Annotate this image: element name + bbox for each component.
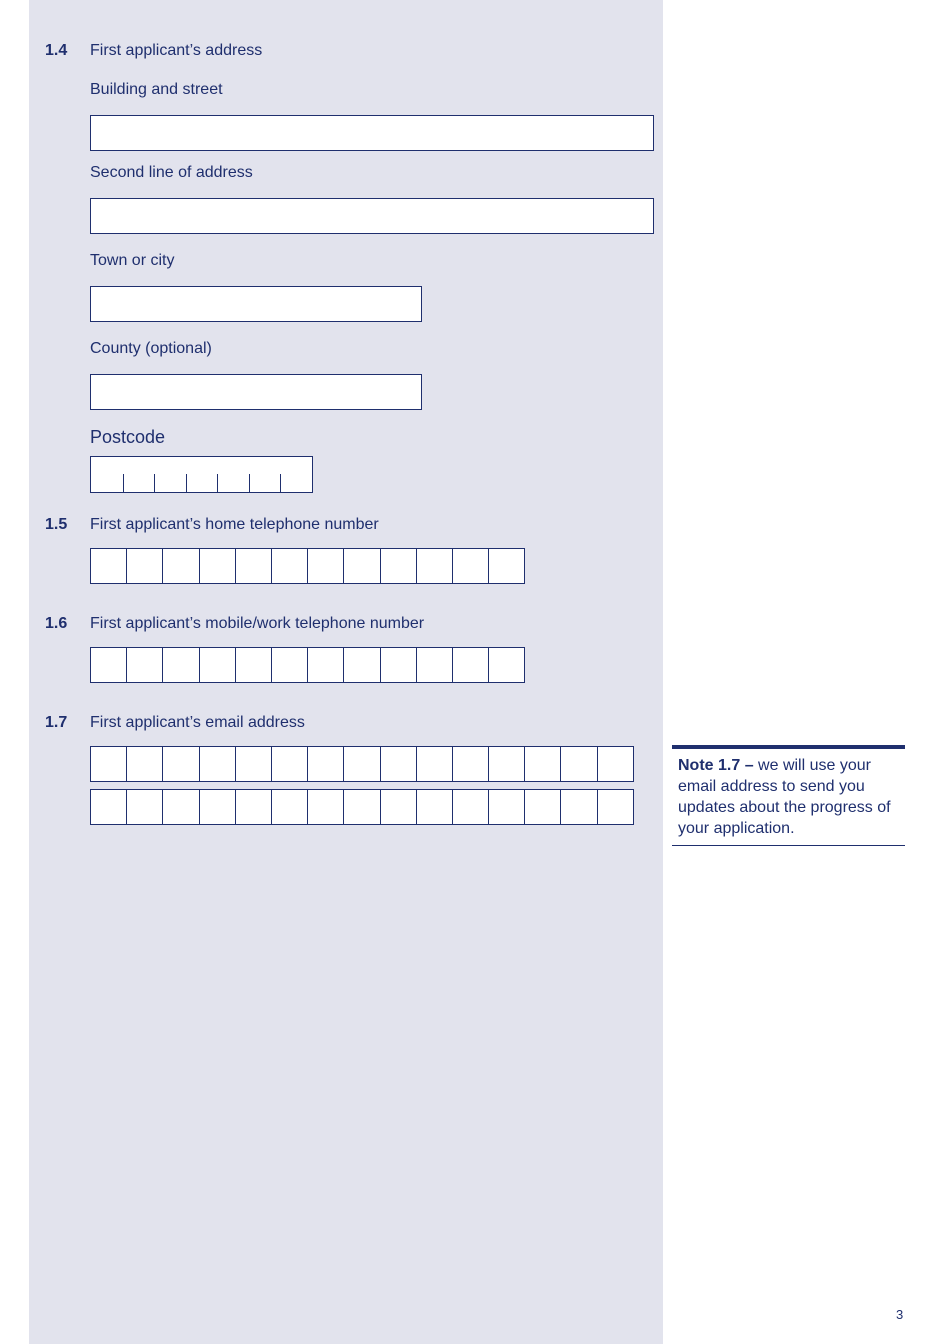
char-box[interactable] xyxy=(272,549,308,583)
char-box[interactable] xyxy=(417,747,453,781)
page-number: 3 xyxy=(896,1307,904,1322)
char-box[interactable] xyxy=(236,790,272,824)
char-box[interactable] xyxy=(91,549,127,583)
char-box[interactable] xyxy=(91,747,127,781)
char-box[interactable] xyxy=(489,747,525,781)
char-box[interactable] xyxy=(200,747,236,781)
town-city-label: Town or city xyxy=(90,252,175,269)
char-box[interactable] xyxy=(308,549,344,583)
postcode-char-box[interactable] xyxy=(217,457,249,492)
building-street-label: Building and street xyxy=(90,81,223,98)
char-box[interactable] xyxy=(163,790,199,824)
char-box[interactable] xyxy=(489,549,525,583)
question-title-1-7: First applicant’s email address xyxy=(90,714,305,731)
note-heading: Note 1.7 – xyxy=(678,757,754,774)
char-box[interactable] xyxy=(344,747,380,781)
char-box[interactable] xyxy=(381,549,417,583)
question-number-1-5: 1.5 xyxy=(45,516,68,533)
note-1-7 xyxy=(672,745,905,846)
postcode-char-box[interactable] xyxy=(91,457,123,492)
postcode-char-box[interactable] xyxy=(280,457,312,492)
char-box[interactable] xyxy=(272,648,308,682)
building-street-input[interactable] xyxy=(90,115,654,151)
char-box[interactable] xyxy=(127,790,163,824)
question-title-1-5: First applicant’s home telephone number xyxy=(90,516,379,533)
mobile-telephone-input[interactable] xyxy=(90,647,525,683)
town-city-input[interactable] xyxy=(90,286,422,322)
char-box[interactable] xyxy=(272,790,308,824)
char-box[interactable] xyxy=(417,648,453,682)
char-box[interactable] xyxy=(453,790,489,824)
char-box[interactable] xyxy=(308,747,344,781)
char-box[interactable] xyxy=(381,747,417,781)
char-box[interactable] xyxy=(200,648,236,682)
char-box[interactable] xyxy=(525,790,561,824)
char-box[interactable] xyxy=(236,648,272,682)
char-box[interactable] xyxy=(344,549,380,583)
postcode-input[interactable] xyxy=(90,456,313,493)
note-text: we will use your email address to send you updates about the progress of your application. xyxy=(678,757,891,837)
char-box[interactable] xyxy=(163,747,199,781)
postcode-char-box[interactable] xyxy=(249,457,281,492)
char-box[interactable] xyxy=(91,790,127,824)
char-box[interactable] xyxy=(200,790,236,824)
second-line-label: Second line of address xyxy=(90,164,253,181)
char-box[interactable] xyxy=(127,549,163,583)
question-title-1-6: First applicant’s mobile/work telephone number xyxy=(90,615,425,632)
char-box[interactable] xyxy=(200,549,236,583)
char-box[interactable] xyxy=(598,747,634,781)
second-line-input[interactable] xyxy=(90,198,654,234)
postcode-char-box[interactable] xyxy=(186,457,218,492)
char-box[interactable] xyxy=(127,747,163,781)
postcode-char-box[interactable] xyxy=(123,457,155,492)
char-box[interactable] xyxy=(489,648,525,682)
char-box[interactable] xyxy=(381,648,417,682)
char-box[interactable] xyxy=(489,790,525,824)
char-box[interactable] xyxy=(163,549,199,583)
char-box[interactable] xyxy=(561,790,597,824)
char-box[interactable] xyxy=(308,648,344,682)
char-box[interactable] xyxy=(308,790,344,824)
char-box[interactable] xyxy=(381,790,417,824)
email-input-line-1[interactable] xyxy=(90,746,634,782)
postcode-label: Postcode xyxy=(90,427,166,447)
char-box[interactable] xyxy=(272,747,308,781)
char-box[interactable] xyxy=(127,648,163,682)
char-box[interactable] xyxy=(344,790,380,824)
home-telephone-input[interactable] xyxy=(90,548,525,584)
postcode-char-box[interactable] xyxy=(154,457,186,492)
char-box[interactable] xyxy=(453,648,489,682)
char-box[interactable] xyxy=(417,790,453,824)
char-box[interactable] xyxy=(453,747,489,781)
char-box[interactable] xyxy=(163,648,199,682)
char-box[interactable] xyxy=(236,549,272,583)
char-box[interactable] xyxy=(236,747,272,781)
char-box[interactable] xyxy=(91,648,127,682)
char-box[interactable] xyxy=(525,747,561,781)
question-number-1-7: 1.7 xyxy=(45,714,68,731)
char-box[interactable] xyxy=(561,747,597,781)
char-box[interactable] xyxy=(453,549,489,583)
question-number-1-4: 1.4 xyxy=(45,42,68,59)
char-box[interactable] xyxy=(417,549,453,583)
county-label: County (optional) xyxy=(90,340,212,357)
question-title-1-4: First applicant’s address xyxy=(90,42,263,59)
county-input[interactable] xyxy=(90,374,422,410)
question-number-1-6: 1.6 xyxy=(45,615,68,632)
email-input-line-2[interactable] xyxy=(90,789,634,825)
char-box[interactable] xyxy=(598,790,634,824)
char-box[interactable] xyxy=(344,648,380,682)
